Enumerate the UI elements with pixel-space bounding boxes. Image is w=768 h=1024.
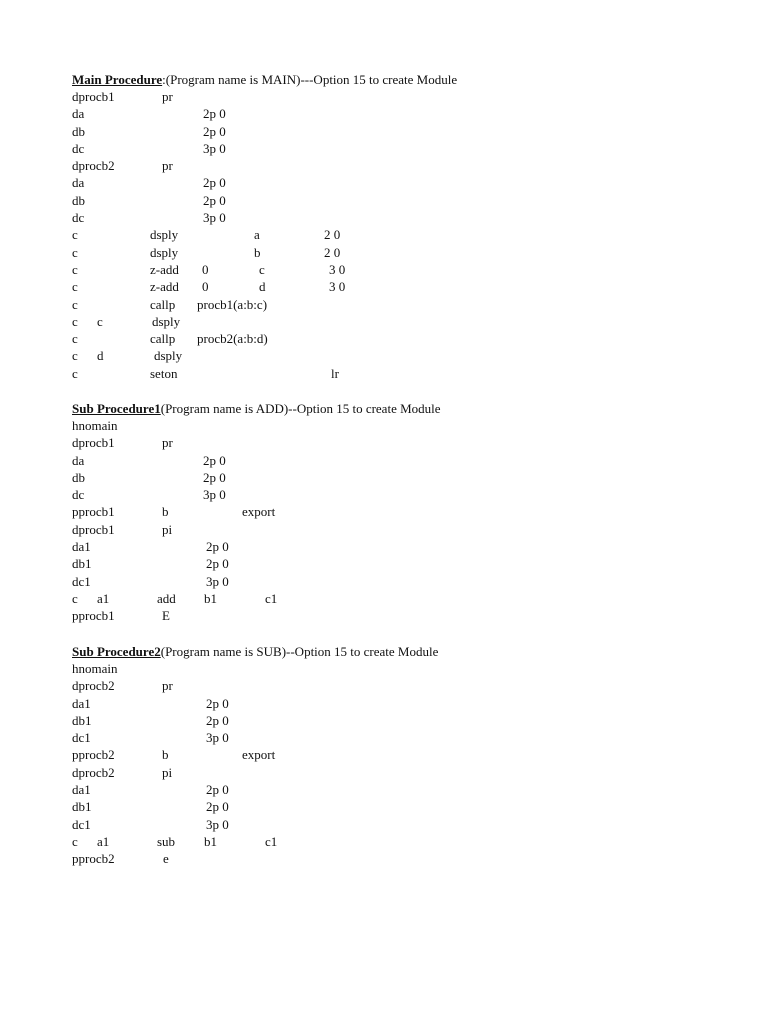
sub-procedure1-section	[72, 400, 712, 625]
code-token: da1	[72, 539, 91, 555]
main-procedure-section	[72, 71, 712, 382]
code-line	[72, 590, 712, 607]
code-token: 3p 0	[206, 730, 229, 746]
code-token: db	[72, 469, 85, 485]
code-listing	[72, 88, 712, 382]
code-line	[72, 850, 712, 867]
code-token: d	[97, 348, 104, 364]
code-token: e	[163, 851, 169, 867]
code-token: dprocb1	[72, 435, 115, 451]
code-line	[72, 469, 712, 486]
code-token: da	[72, 175, 85, 191]
code-token: db1	[72, 712, 92, 728]
code-token: a1	[97, 833, 110, 849]
code-token: dc	[72, 140, 85, 156]
code-line	[72, 660, 712, 677]
code-token: da1	[72, 782, 91, 798]
code-line	[72, 347, 712, 364]
section-subtitle: (Program name is SUB)--Option 15 to create Module	[160, 644, 439, 659]
code-token: 2p 0	[206, 539, 229, 555]
code-token: c	[72, 261, 78, 277]
code-token: dsply	[150, 227, 179, 243]
code-token: b1	[204, 833, 217, 849]
code-token: c	[72, 833, 78, 849]
code-token: c	[72, 331, 78, 347]
code-token: 2p 0	[206, 712, 229, 728]
code-token: pr	[162, 89, 173, 104]
code-token: 0	[202, 261, 209, 277]
code-listing	[72, 417, 712, 625]
code-token: export	[242, 747, 276, 763]
code-token: pprocb2	[72, 851, 115, 867]
code-token: callp	[150, 296, 176, 312]
code-token: 3p 0	[206, 573, 229, 589]
code-line	[72, 712, 712, 729]
code-token: c	[72, 296, 78, 312]
code-token: z-add	[150, 279, 179, 295]
code-line	[72, 88, 712, 105]
code-token: pr	[162, 158, 173, 174]
section-title-colon: :	[162, 72, 166, 87]
code-line	[72, 296, 712, 313]
code-line	[72, 452, 712, 469]
code-line	[72, 746, 712, 763]
code-token: E	[162, 608, 170, 624]
code-token: callp	[150, 331, 176, 347]
code-token: pr	[162, 678, 173, 694]
code-token: c	[259, 261, 265, 277]
code-line	[72, 486, 712, 503]
code-token: pr	[162, 435, 173, 451]
code-token: 3p 0	[203, 487, 226, 503]
code-line	[72, 607, 712, 624]
code-token: a1	[97, 590, 110, 606]
code-token: dprocb1	[72, 89, 115, 104]
code-line	[72, 244, 712, 261]
code-token: c	[72, 227, 78, 243]
code-token: dc1	[72, 816, 91, 832]
code-line	[72, 105, 712, 122]
code-token: c	[97, 313, 103, 329]
code-line	[72, 330, 712, 347]
code-token: db	[72, 192, 85, 208]
section-subtitle: (Program name is ADD)--Option 15 to create Module	[160, 401, 441, 416]
code-line	[72, 729, 712, 746]
code-line	[72, 192, 712, 209]
code-token: c	[72, 313, 78, 329]
section-heading	[72, 643, 712, 660]
code-token: b	[254, 244, 261, 260]
code-token: b	[162, 504, 169, 520]
code-line	[72, 278, 712, 295]
code-token: 2 0	[324, 227, 341, 243]
code-token: c	[72, 244, 78, 260]
code-line	[72, 503, 712, 520]
code-line	[72, 573, 712, 590]
code-token: c1	[265, 833, 278, 849]
code-token: hnomain	[72, 661, 118, 676]
code-line	[72, 555, 712, 572]
code-token: dprocb2	[72, 158, 115, 174]
code-line	[72, 209, 712, 226]
code-token: pi	[162, 521, 173, 537]
code-token: lr	[331, 365, 339, 381]
code-listing	[72, 660, 712, 868]
code-line	[72, 695, 712, 712]
section-title: Sub Procedure2	[72, 644, 161, 659]
code-token: 3p 0	[203, 210, 226, 226]
code-token: da	[72, 452, 85, 468]
code-token: dprocb1	[72, 521, 115, 537]
code-line	[72, 538, 712, 555]
code-token: 3 0	[329, 261, 346, 277]
code-line	[72, 677, 712, 694]
section-subtitle: (Program name is MAIN)---Option 15 to create Module	[165, 72, 458, 87]
code-line	[72, 434, 712, 451]
code-token: c	[72, 365, 78, 381]
code-token: da	[72, 106, 85, 122]
code-token: dc1	[72, 573, 91, 589]
section-title: Main Procedure	[72, 72, 163, 87]
code-token: pi	[162, 764, 173, 780]
code-line	[72, 764, 712, 781]
code-token: pprocb2	[72, 747, 115, 763]
code-token: hnomain	[72, 418, 118, 433]
code-token: dc	[72, 487, 85, 503]
code-token: b	[162, 747, 169, 763]
code-token: dprocb2	[72, 764, 115, 780]
code-token: b1	[204, 590, 217, 606]
code-line	[72, 123, 712, 140]
code-token: 3 0	[329, 279, 346, 295]
code-token: export	[242, 504, 276, 520]
code-token: c	[72, 348, 78, 364]
section-heading	[72, 71, 712, 88]
code-token: db	[72, 123, 85, 139]
code-line	[72, 261, 712, 278]
code-token: 3p 0	[203, 140, 226, 156]
code-token: 2p 0	[203, 192, 226, 208]
code-token: pprocb1	[72, 504, 115, 520]
code-token: db1	[72, 556, 92, 572]
code-line	[72, 313, 712, 330]
code-token: 3p 0	[206, 816, 229, 832]
code-line	[72, 833, 712, 850]
section-title: Sub Procedure1	[72, 401, 161, 416]
code-token: procb1(a:b:c)	[197, 296, 268, 312]
code-token: z-add	[150, 261, 179, 277]
code-token: 2p 0	[203, 106, 226, 122]
code-line	[72, 157, 712, 174]
code-token: add	[157, 590, 176, 606]
code-token: 2p 0	[203, 175, 226, 191]
code-token: 2 0	[324, 244, 341, 260]
code-token: 0	[202, 279, 209, 295]
code-token: 2p 0	[203, 452, 226, 468]
code-token: 2p 0	[203, 123, 226, 139]
code-token: 2p 0	[206, 799, 229, 815]
code-token: dprocb2	[72, 678, 115, 694]
code-token: c	[72, 279, 78, 295]
code-token: seton	[150, 365, 178, 381]
code-token: dc1	[72, 730, 91, 746]
code-token: dc	[72, 210, 85, 226]
code-token: 2p 0	[206, 556, 229, 572]
code-line	[72, 798, 712, 815]
code-line	[72, 174, 712, 191]
code-token: c	[72, 590, 78, 606]
code-line	[72, 140, 712, 157]
code-token: 2p 0	[206, 782, 229, 798]
code-line	[72, 521, 712, 538]
code-token: c1	[265, 590, 278, 606]
section-heading	[72, 400, 712, 417]
code-line	[72, 417, 712, 434]
code-token: a	[254, 227, 260, 243]
sub-procedure2-section	[72, 643, 712, 868]
code-line	[72, 226, 712, 243]
code-line	[72, 781, 712, 798]
code-token: d	[259, 279, 266, 295]
code-token: 2p 0	[206, 695, 229, 711]
code-token: pprocb1	[72, 608, 115, 624]
code-token: dsply	[150, 244, 179, 260]
code-token: 2p 0	[203, 469, 226, 485]
code-token: db1	[72, 799, 92, 815]
code-token: dsply	[152, 313, 181, 329]
code-line	[72, 365, 712, 382]
code-token: sub	[157, 833, 176, 849]
code-token: dsply	[154, 348, 183, 364]
code-token: da1	[72, 695, 91, 711]
code-token: procb2(a:b:d)	[197, 331, 268, 347]
code-line	[72, 816, 712, 833]
